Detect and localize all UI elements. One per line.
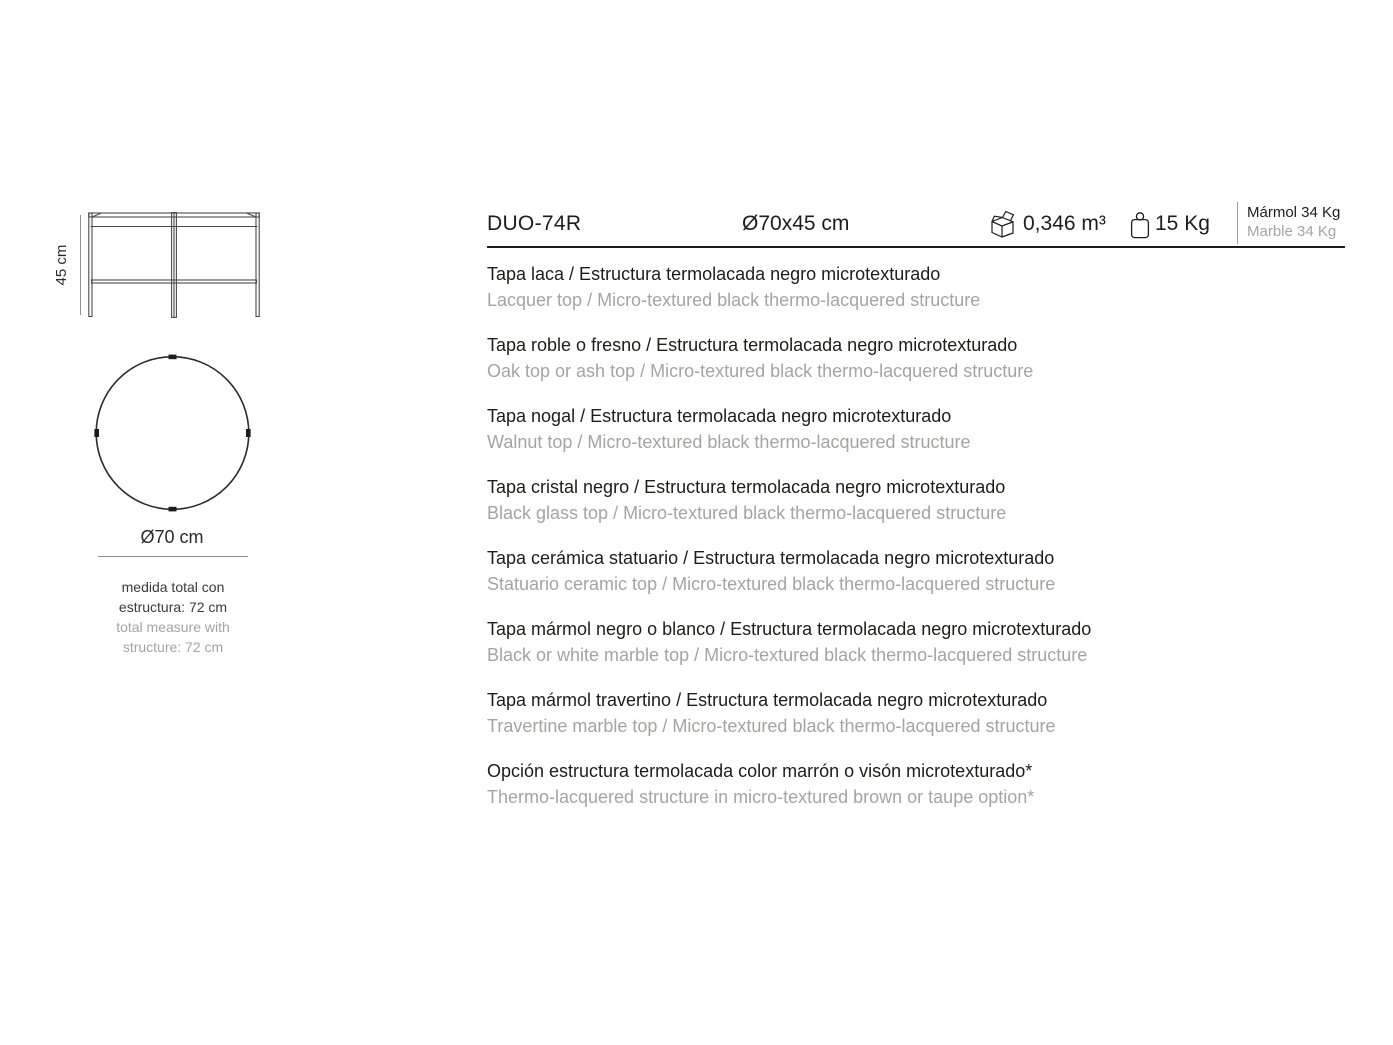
option-label-en: Travertine marble top / Micro-textured black thermo-lacquered structure [487, 716, 1056, 736]
option-label-es: Tapa roble o fresno / Estructura termolacada negro microtexturado [487, 335, 1018, 355]
top-view-drawing [94, 354, 251, 512]
diameter-label: Ø70 cm [140, 527, 204, 547]
option-label-es: Tapa nogal / Estructura termolacada negro microtexturado [487, 406, 952, 426]
marble-weight-es: Mármol 34 Kg [1247, 204, 1341, 221]
option-label-es: Tapa mármol negro o blanco / Estructura termolacada negro microtexturado [487, 619, 1092, 639]
header-rule [487, 246, 1345, 248]
weight-icon [1129, 211, 1151, 240]
product-weight: 15 Kg [1155, 212, 1210, 235]
option-label-en: Black or white marble top / Micro-textured black thermo-lacquered structure [487, 645, 1088, 665]
option-label-en: Walnut top / Micro-textured black thermo-lacquered structure [487, 432, 971, 452]
total-measure-note [100, 578, 246, 658]
option-label-es: Tapa laca / Estructura termolacada negro microtexturado [487, 264, 941, 284]
total-measure-es: medida total con estructura: 72 cm [118, 579, 228, 615]
leg-tab-top [169, 355, 177, 360]
finish-option [487, 261, 1367, 313]
option-label-es: Tapa cristal negro / Estructura termolacada negro microtexturado [487, 477, 1006, 497]
option-label-es: Opción estructura termolacada color marrón o visón microtexturado* [487, 761, 1033, 781]
finish-options-list [487, 261, 1367, 829]
finish-option [487, 758, 1367, 810]
side-view-drawing [88, 212, 260, 318]
finish-option [487, 616, 1367, 668]
marble-weight [1247, 203, 1340, 241]
leg-tab-bottom [169, 507, 177, 512]
product-volume: 0,346 m³ [1023, 212, 1106, 235]
option-label-en: Lacquer top / Micro-textured black thermo-lacquered structure [487, 290, 981, 310]
product-name: DUO-74R [487, 212, 582, 235]
option-label-es: Tapa mármol travertino / Estructura termolacada negro microtexturado [487, 690, 1048, 710]
header-divider [1237, 202, 1238, 244]
diameter-dimension-line [98, 556, 248, 557]
marble-weight-en: Marble 34 Kg [1247, 223, 1337, 240]
finish-option [487, 403, 1367, 455]
product-dimensions: Ø70x45 cm [742, 212, 850, 235]
packing-box-icon [988, 209, 1017, 239]
finish-option [487, 332, 1367, 384]
finish-option [487, 474, 1367, 526]
finish-option [487, 687, 1367, 739]
option-label-en: Thermo-lacquered structure in micro-textured brown or taupe option* [487, 787, 1035, 807]
leg-tab-right [246, 429, 251, 437]
finish-option [487, 545, 1367, 597]
height-dimension-label: 45 cm [53, 244, 70, 286]
option-label-en: Black glass top / Micro-textured black thermo-lacquered structure [487, 503, 1007, 523]
total-measure-en: total measure with structure: 72 cm [116, 618, 230, 655]
option-label-es: Tapa cerámica statuario / Estructura termolacada negro microtexturado [487, 548, 1055, 568]
leg-tab-left [94, 429, 99, 437]
option-label-en: Statuario ceramic top / Micro-textured black thermo-lacquered structure [487, 574, 1056, 594]
height-dimension-line [80, 215, 81, 315]
option-label-en: Oak top or ash top / Micro-textured black thermo-lacquered structure [487, 361, 1034, 381]
